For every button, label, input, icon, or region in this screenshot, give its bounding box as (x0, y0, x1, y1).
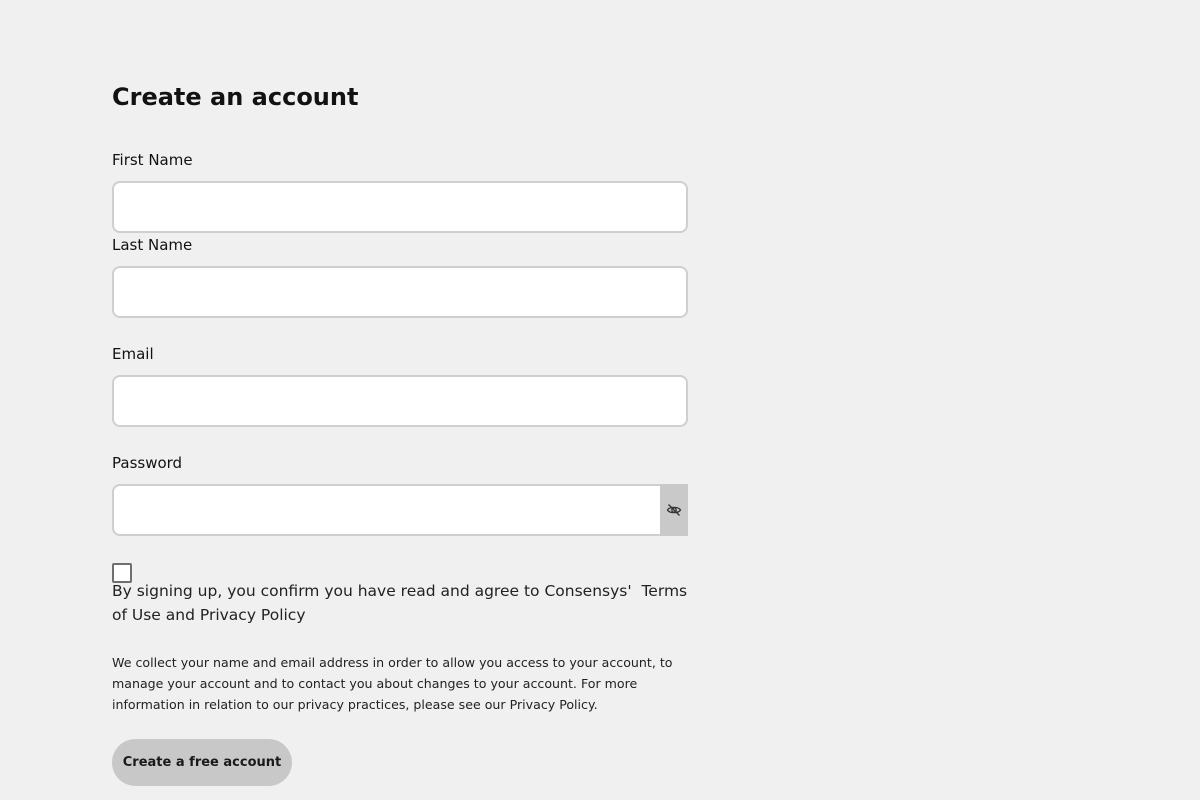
last-name-label: Last Name (112, 236, 193, 254)
email-label: Email (112, 345, 154, 363)
email-input[interactable] (112, 375, 688, 427)
create-account-button[interactable]: Create a free account (112, 739, 292, 786)
terms-of-use-link[interactable]: Terms of Use (112, 582, 688, 624)
password-visibility-toggle[interactable] (660, 484, 688, 536)
privacy-note-text: We collect your name and email address in order to allow you access to your account, to manage your account and to contact you about changes to your account. For more information in relation to our privacy practices, please see our (112, 655, 673, 712)
first-name-label: First Name (112, 151, 193, 169)
privacy-policy-link[interactable]: Privacy Policy (199, 606, 306, 624)
consent-text-prefix: By signing up, you confirm you have read and agree to Consensys' (112, 582, 632, 600)
password-label: Password (112, 454, 183, 472)
consent-text (112, 579, 688, 627)
first-name-input[interactable] (112, 181, 688, 233)
privacy-note-policy-link[interactable]: Privacy Policy (509, 697, 594, 712)
eye-slash-icon (666, 502, 682, 518)
privacy-note (112, 652, 688, 715)
password-field-group (112, 484, 688, 536)
password-input[interactable] (112, 484, 664, 536)
privacy-note-period: . (593, 697, 598, 712)
last-name-input[interactable] (112, 266, 688, 318)
page-title: Create an account (112, 83, 359, 111)
consent-text-and: and (165, 606, 195, 624)
